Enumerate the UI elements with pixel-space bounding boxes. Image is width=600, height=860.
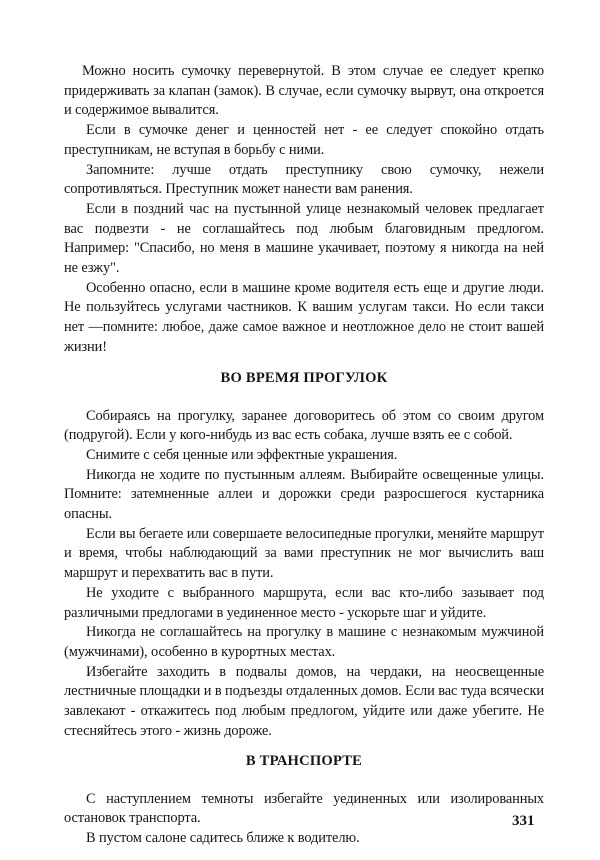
paragraph: Особенно опасно, если в машине кроме водителя есть еще и другие люди. Не пользуйтесь услугами частников. К вашим услугам такси. Но если такси нет —помните: любое, даже самое важное и неотложное дело не стоит вашей жизни!: [64, 279, 544, 355]
paragraph: Никогда не соглашайтесь на прогулку в машине с незнакомым мужчиной (мужчинами), особенно в курортных местах.: [64, 624, 544, 660]
paragraph: Не уходите с выбранного маршрута, если вас кто-либо зазывает под различными предлогами в уединенное место - ускорьте шаг и уйдите.: [64, 584, 544, 621]
paragraph: Если в поздний час на пустынной улице незнакомый человек предлагает вас подвезти - не соглашайтесь под любым благовидным предлогом. Например: "Спасибо, но меня в машине укачивает, поэтому я никогда на ней не езжу".: [64, 200, 544, 277]
paragraph: Никогда не ходите по пустынным аллеям. Выбирайте освещенные улицы. Помните: затемненные аллеи и дорожки среди разросшегося кустарника опасны.: [64, 466, 544, 523]
paragraph: Избегайте заходить в подвалы домов, на чердаки, на неосвещенные лестничные площадки и в подъезды отдаленных домов. Если вас туда всячески завлекают - откажитесь под любым предлогом, уйдите или даже убегите. Не стесняйтесь этого - жизнь дороже.: [64, 663, 544, 739]
paragraph: С наступлением темноты избегайте уединенных или изолированных остановок транспорта.: [64, 790, 544, 827]
paragraph: Собираясь на прогулку, заранее договоритесь об этом со своим другом (подругой). Если у кого-нибудь из вас есть собака, лучше взять ее с собой.: [64, 407, 544, 444]
paragraph: В пустом салоне садитесь ближе к водителю.: [86, 829, 360, 846]
page-number: 331: [512, 813, 535, 829]
section-heading-walks: ВО ВРЕМЯ ПРОГУЛОК: [220, 369, 388, 386]
paragraph: Можно носить сумочку перевернутой. В этом случае ее следует крепко придерживать за клапан (замок). В случае, если сумочку вырвут, она откроется и содержимое вывалится.: [64, 63, 544, 119]
section-heading-transport: В ТРАНСПОРТЕ: [245, 752, 363, 769]
paragraph: Запомните: лучше отдать преступнику свою сумочку, нежели сопротивляться. Преступник может нанести вам ранения.: [64, 161, 544, 198]
page-body: [64, 62, 544, 849]
paragraph: Если вы бегаете или совершаете велосипедные прогулки, меняйте маршрут и время, чтобы наблюдающий за вами преступник не мог вычислить ваш маршрут и перехватить вас в пути.: [64, 525, 544, 582]
paragraph: Снимите с себя ценные или эффектные украшения.: [86, 446, 398, 463]
paragraph: Если в сумочке денег и ценностей нет - ее следует спокойно отдать преступникам, не вступая в борьбу с ними.: [64, 122, 544, 158]
